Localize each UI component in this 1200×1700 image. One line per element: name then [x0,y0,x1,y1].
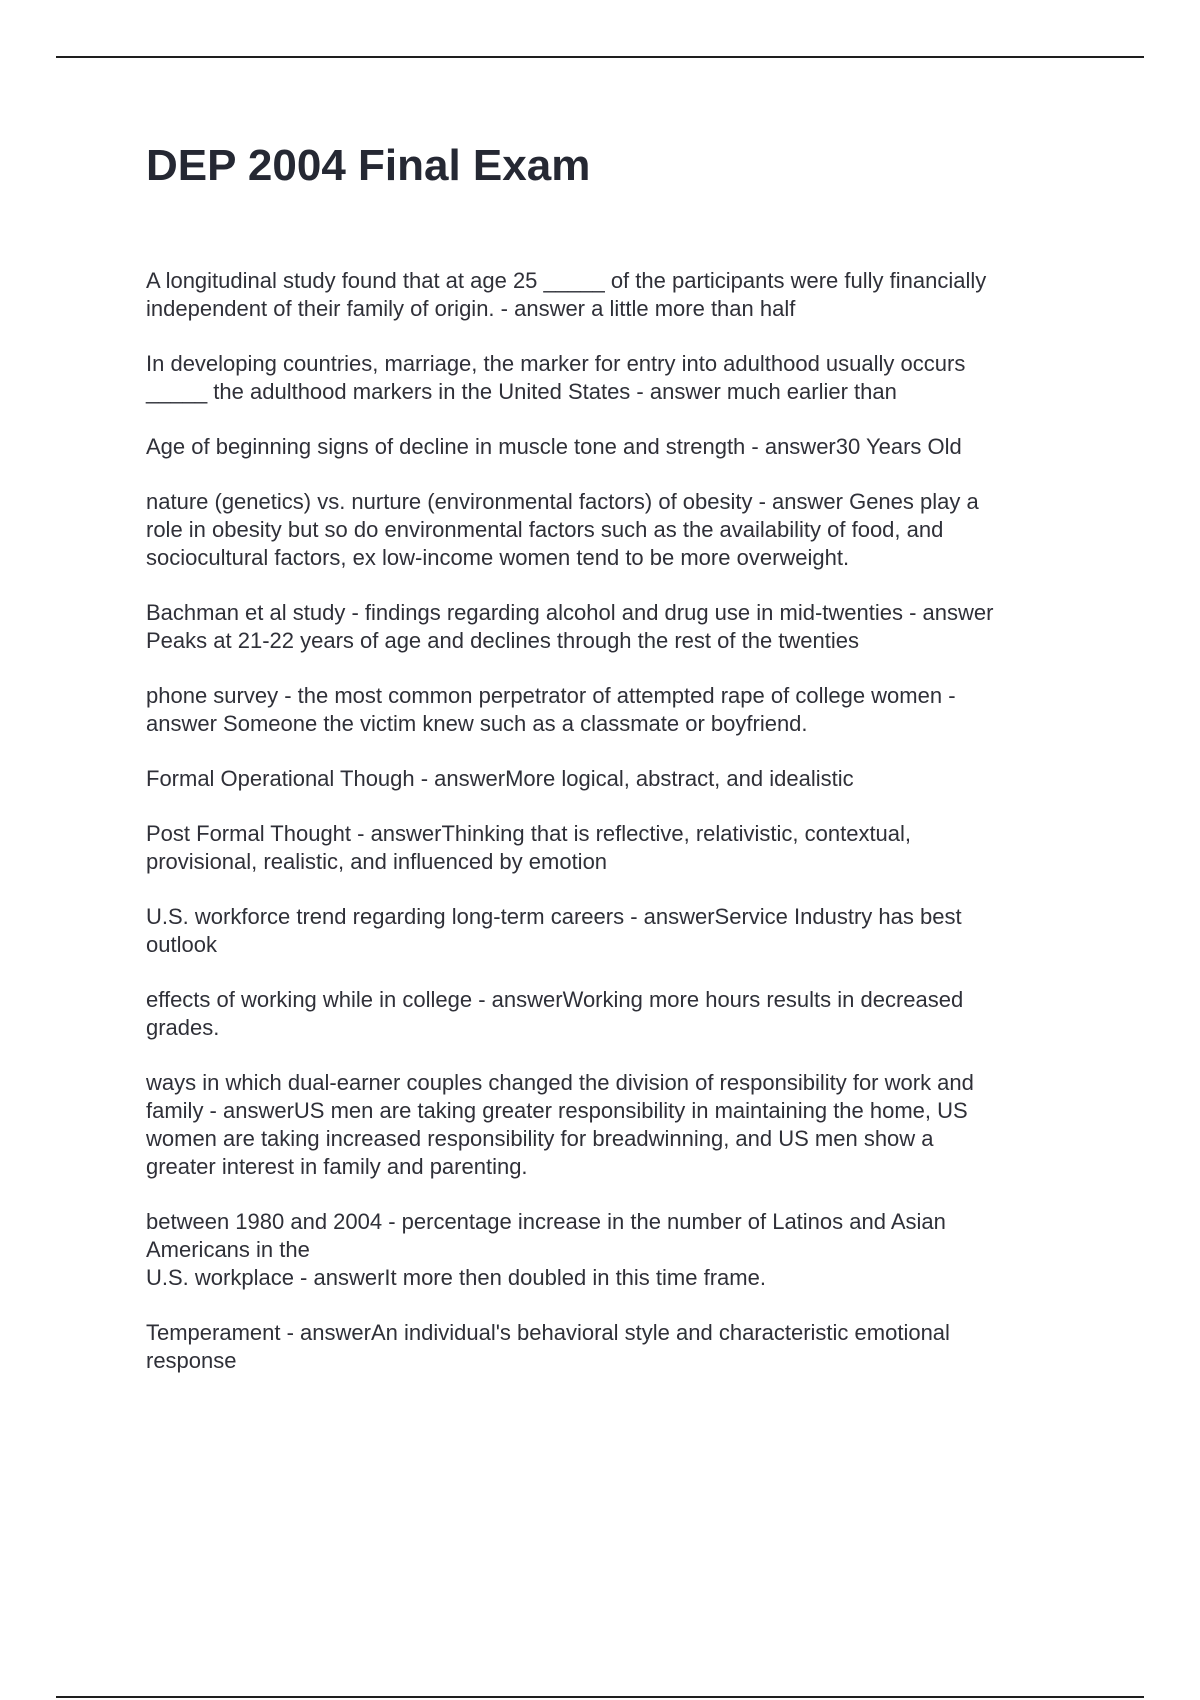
entry-2: In developing countries, marriage, the marker for entry into adulthood usually occurs _____ the adulthood markers in the United States - answer much earlier than [146,350,966,404]
entry-11: ways in which dual-earner couples changed the division of responsibility for work and family - answerUS men are taking greater responsibility in maintaining the home, US women are taking increased responsibility for breadwinning, and US men show a greater interest in family and parenting. [146,1069,974,1179]
top-rule [56,56,1144,58]
entry-7: Formal Operational Though - answerMore logical, abstract, and idealistic [146,765,854,791]
entry-13: Temperament - answerAn individual's behavioral style and characteristic emotional response [146,1319,950,1373]
entry-1: A longitudinal study found that at age 25 _____ of the participants were fully financially independent of their family of origin. - answer a little more than half [146,267,987,321]
document-title: DEP 2004 Final Exam [146,141,591,190]
entry-8: Post Formal Thought - answerThinking that is reflective, relativistic, contextual, provisional, realistic, and influenced by emotion [146,820,912,874]
entry-9: U.S. workforce trend regarding long-term careers - answerService Industry has best outlook [146,903,962,957]
entry-10: effects of working while in college - answerWorking more hours results in decreased grades. [146,986,964,1040]
entry-3: Age of beginning signs of decline in muscle tone and strength - answer30 Years Old [146,433,962,459]
entry-12: between 1980 and 2004 - percentage increase in the number of Latinos and Asian Americans in the U.S. workplace - answerIt more then doubled in this time frame. [146,1208,946,1290]
entry-4: nature (genetics) vs. nurture (environmental factors) of obesity - answer Genes play a role in obesity but so do environmental factors such as the availability of food, and sociocultural factors, ex low-income women tend to be more overweight. [146,488,979,570]
document-body [146,140,1086,1402]
entry-list [146,267,1086,1375]
entry-6: phone survey - the most common perpetrator of attempted rape of college women - answer Someone the victim knew such as a classmate or boyfriend. [146,682,956,736]
entry-5: Bachman et al study - findings regarding alcohol and drug use in mid-twenties - answer Peaks at 21-22 years of age and declines through the rest of the twenties [146,599,994,653]
bottom-rule [56,1696,1144,1698]
